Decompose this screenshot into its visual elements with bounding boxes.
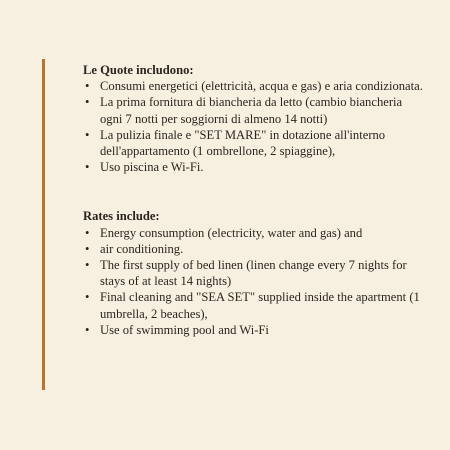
list-italian — [83, 78, 423, 175]
accent-bar — [42, 59, 45, 390]
list-item: • Final cleaning and "SEA SET" supplied inside the apartment (1 umbrella, 2 beaches), — [83, 289, 423, 321]
section-english — [83, 208, 423, 338]
list-item: • Energy consumption (electricity, water and gas) and — [83, 225, 423, 241]
list-item: • La pulizia finale e "SET MARE" in dotazione all'interno dell'appartamento (1 ombrellone, 2 spiaggine), — [83, 127, 423, 159]
list-item: • Consumi energetici (elettricità, acqua e gas) e aria condizionata. — [83, 78, 423, 94]
section-title-english: Rates include: — [83, 209, 160, 224]
list-english — [83, 225, 423, 338]
rates-content — [83, 62, 423, 338]
list-item: • La prima fornitura di biancheria da letto (cambio biancheria ogni 7 notti per soggiorni di almeno 14 notti) — [83, 94, 423, 126]
list-item: • The first supply of bed linen (linen change every 7 nights for stays of at least 14 nights) — [83, 257, 423, 289]
list-item: • Uso piscina e Wi-Fi. — [83, 159, 423, 175]
list-item: • air conditioning. — [83, 241, 423, 257]
list-item: • Use of swimming pool and Wi-Fi — [83, 322, 423, 338]
section-italian — [83, 62, 423, 175]
section-title-italian: Le Quote includono: — [83, 63, 194, 77]
